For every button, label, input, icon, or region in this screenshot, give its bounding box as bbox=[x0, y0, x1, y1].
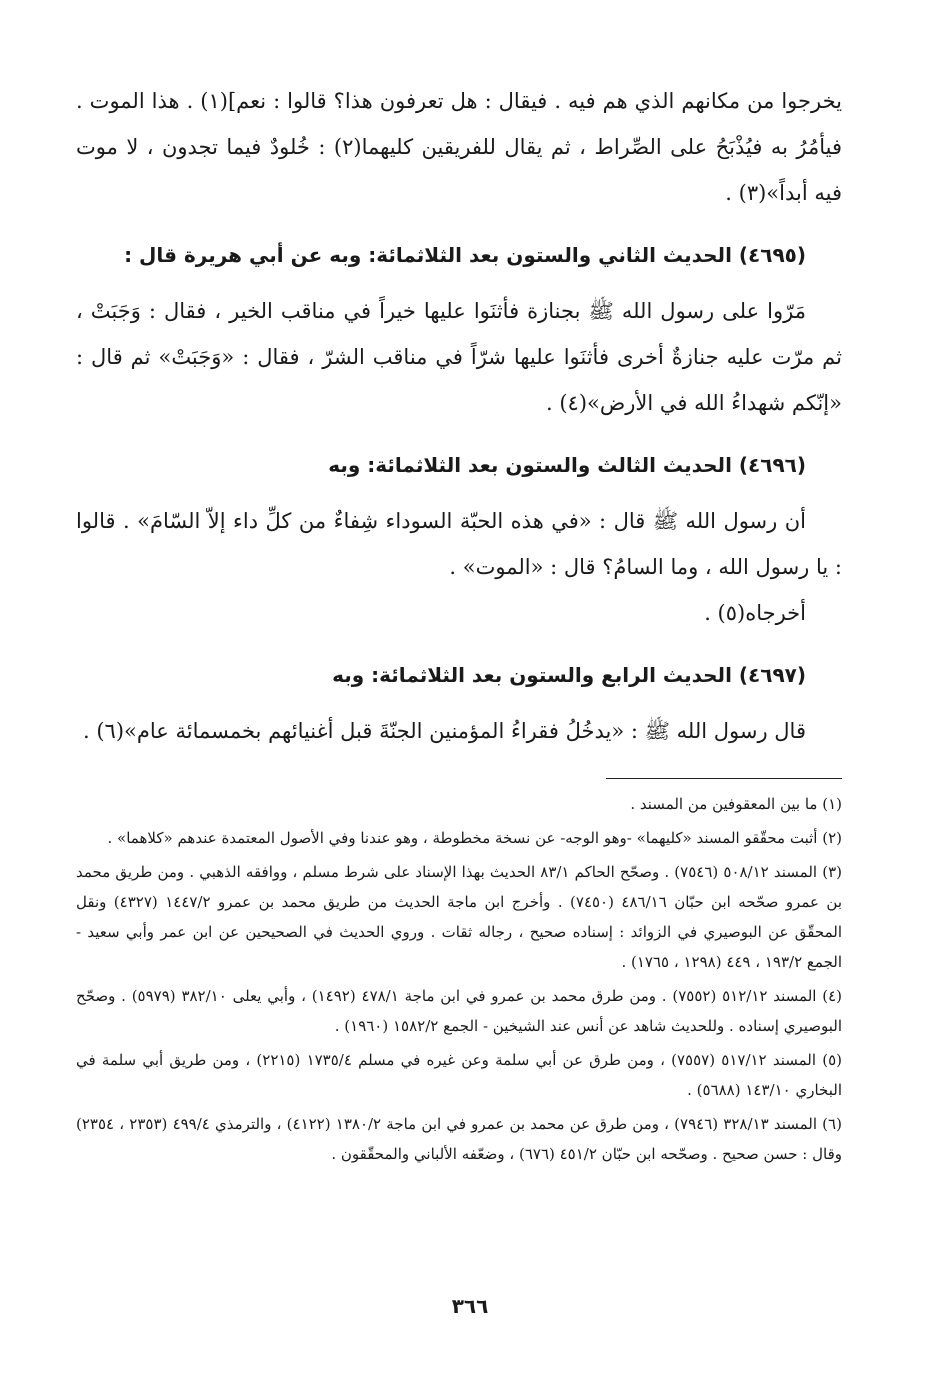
footnote-3-line-1: (٣) المسند ٥٠٨/١٢ (٧٥٤٦) . وصحّح الحاكم ٨٣/١ الحديث بهذا الإسناد على شرط مسلم ، ووافقه الذهبي . bbox=[189, 863, 842, 881]
footnote-3-line-2: ومن طريق محمد بن عمرو صحّحه ابن حبّان ٤٨٦/١٦ (٧٤٥٠) . وأخرج ابن ماجة الحديث من طريق محمد بن عمرو ١٤٤٧/٢ (٤٣٢٧) ونقل المحقّق عن البوصيري في الزوائد : إسناده صحيح ، رجاله ثقات . وروي الحديث في الصحيحين عن ابن عمر وأبي سعيد - الجمع ١٩٣/٢ ، ٤٤٩ (١٢٩٨ ، ١٧٦٥) . bbox=[76, 863, 842, 971]
footnote-6 bbox=[76, 1109, 842, 1169]
page-number: ٣٦٦ bbox=[451, 1294, 489, 1318]
footnote-divider bbox=[606, 778, 842, 779]
hadith-text-4696: أن رسول الله ﷺ قال : «في هذه الحبّة السوداء شِفاءٌ من كلِّ داء إلاّ السّامَ» . قالوا : يا رسول الله ، وما السامُ؟ قال : «الموت» . bbox=[76, 509, 842, 579]
footnote-5-line-1: (٥) المسند ٥١٧/١٢ (٧٥٥٧) ، ومن طرق عن أبي سلمة وعن غيره في مسلم ١٧٣٥/٤ (٢٢١٥) ، ومن طريق bbox=[169, 1051, 842, 1069]
footnote-2 bbox=[76, 823, 842, 853]
footnote-4 bbox=[76, 981, 842, 1041]
footnote-6-line-1: (٦) المسند ٣٢٨/١٣ (٧٩٤٦) ، ومن طرق عن محمد بن عمرو في ابن ماجة ١٣٨٠/٢ (٤١٢٢) ، والترمذي bbox=[215, 1115, 842, 1133]
footnote-4-line-1: (٤) المسند ٥١٢/١٢ (٧٥٥٢) . ومن طرق محمد بن عمرو في ابن ماجة ٤٧٨/١ (١٤٩٢) ، وأبي يعلى bbox=[232, 987, 843, 1005]
footnote-2-line-1: (٢) أثبت محقّقو المسند «كليهما» -وهو الوجه- عن نسخة مخطوطة ، وهو عندنا وفي الأصول المعتمدة عندهم bbox=[177, 829, 842, 847]
footnote-4-line-2: ٣٨٢/١٠ (٥٩٧٩) . وصحّح البوصيري إسناده . وللحديث شاهد عن أنس عند الشيخين - الجمع ١٥٨٢/٢ (١٩٦٠) . bbox=[76, 987, 842, 1035]
footnotes bbox=[76, 789, 842, 1169]
footnote-2-line-2: «كلاهما» . bbox=[107, 829, 173, 847]
page-content bbox=[76, 78, 842, 1173]
hadith-text-4695: مَرّوا على رسول الله ﷺ بجنازة فأثنَوا عليها خيراً في مناقب الخير ، فقال : وَجَبَتْ ، ثم مرّت عليه جنازةٌ أخرى فأثنَوا عليها شرّاً في مناقب الشرّ ، فقال : «وَجَبَتْ» ثم قال : «إنّكم شهداءُ الله في الأرض»(٤) . bbox=[76, 299, 842, 415]
hadith-note-4696: أخرجاه(٥) . bbox=[704, 601, 806, 625]
hadith-heading-4695: (٤٦٩٥) الحديث الثاني والستون بعد الثلاثمائة: وبه عن أبي هريرة قال : bbox=[124, 243, 806, 267]
footnote-6-line-2: ٤٩٩/٤ (٢٣٥٣ ، ٢٣٥٤) وقال : حسن صحيح . وصحّحه ابن حبّان ٤٥١/٢ (٦٧٦) ، وضعّفه الألباني والمحقّقون . bbox=[76, 1115, 842, 1163]
footnote-1: (١) ما بين المعقوفين من المسند . bbox=[630, 795, 842, 813]
intro-paragraph: يخرجوا من مكانهم الذي هم فيه . فيقال : هل تعرفون هذا؟ قالوا : نعم](١) . هذا الموت . فيأمُرُ به فيُذْبَحُ على الصِّراط ، ثم يقال للفريقين كليهما(٢) : خُلودٌ فيما تجدون ، لا موت فيه أبداً»(٣) . bbox=[76, 89, 842, 205]
footnote-5 bbox=[76, 1045, 842, 1105]
hadith-heading-4697: (٤٦٩٧) الحديث الرابع والستون بعد الثلاثمائة: وبه bbox=[332, 663, 806, 687]
main-text bbox=[76, 78, 842, 754]
footnote-3 bbox=[76, 857, 842, 977]
hadith-heading-4696: (٤٦٩٦) الحديث الثالث والستون بعد الثلاثمائة: وبه bbox=[328, 453, 806, 477]
hadith-text-4697: قال رسول الله ﷺ : «يدخُلُ فقراءُ المؤمنين الجنّةَ قبل أغنيائهم بخمسمائة عام»(٦) . bbox=[83, 719, 806, 743]
footnote-5-line-2: أبي سلمة في البخاري ١٤٣/١٠ (٥٦٨٨) . bbox=[76, 1051, 842, 1099]
